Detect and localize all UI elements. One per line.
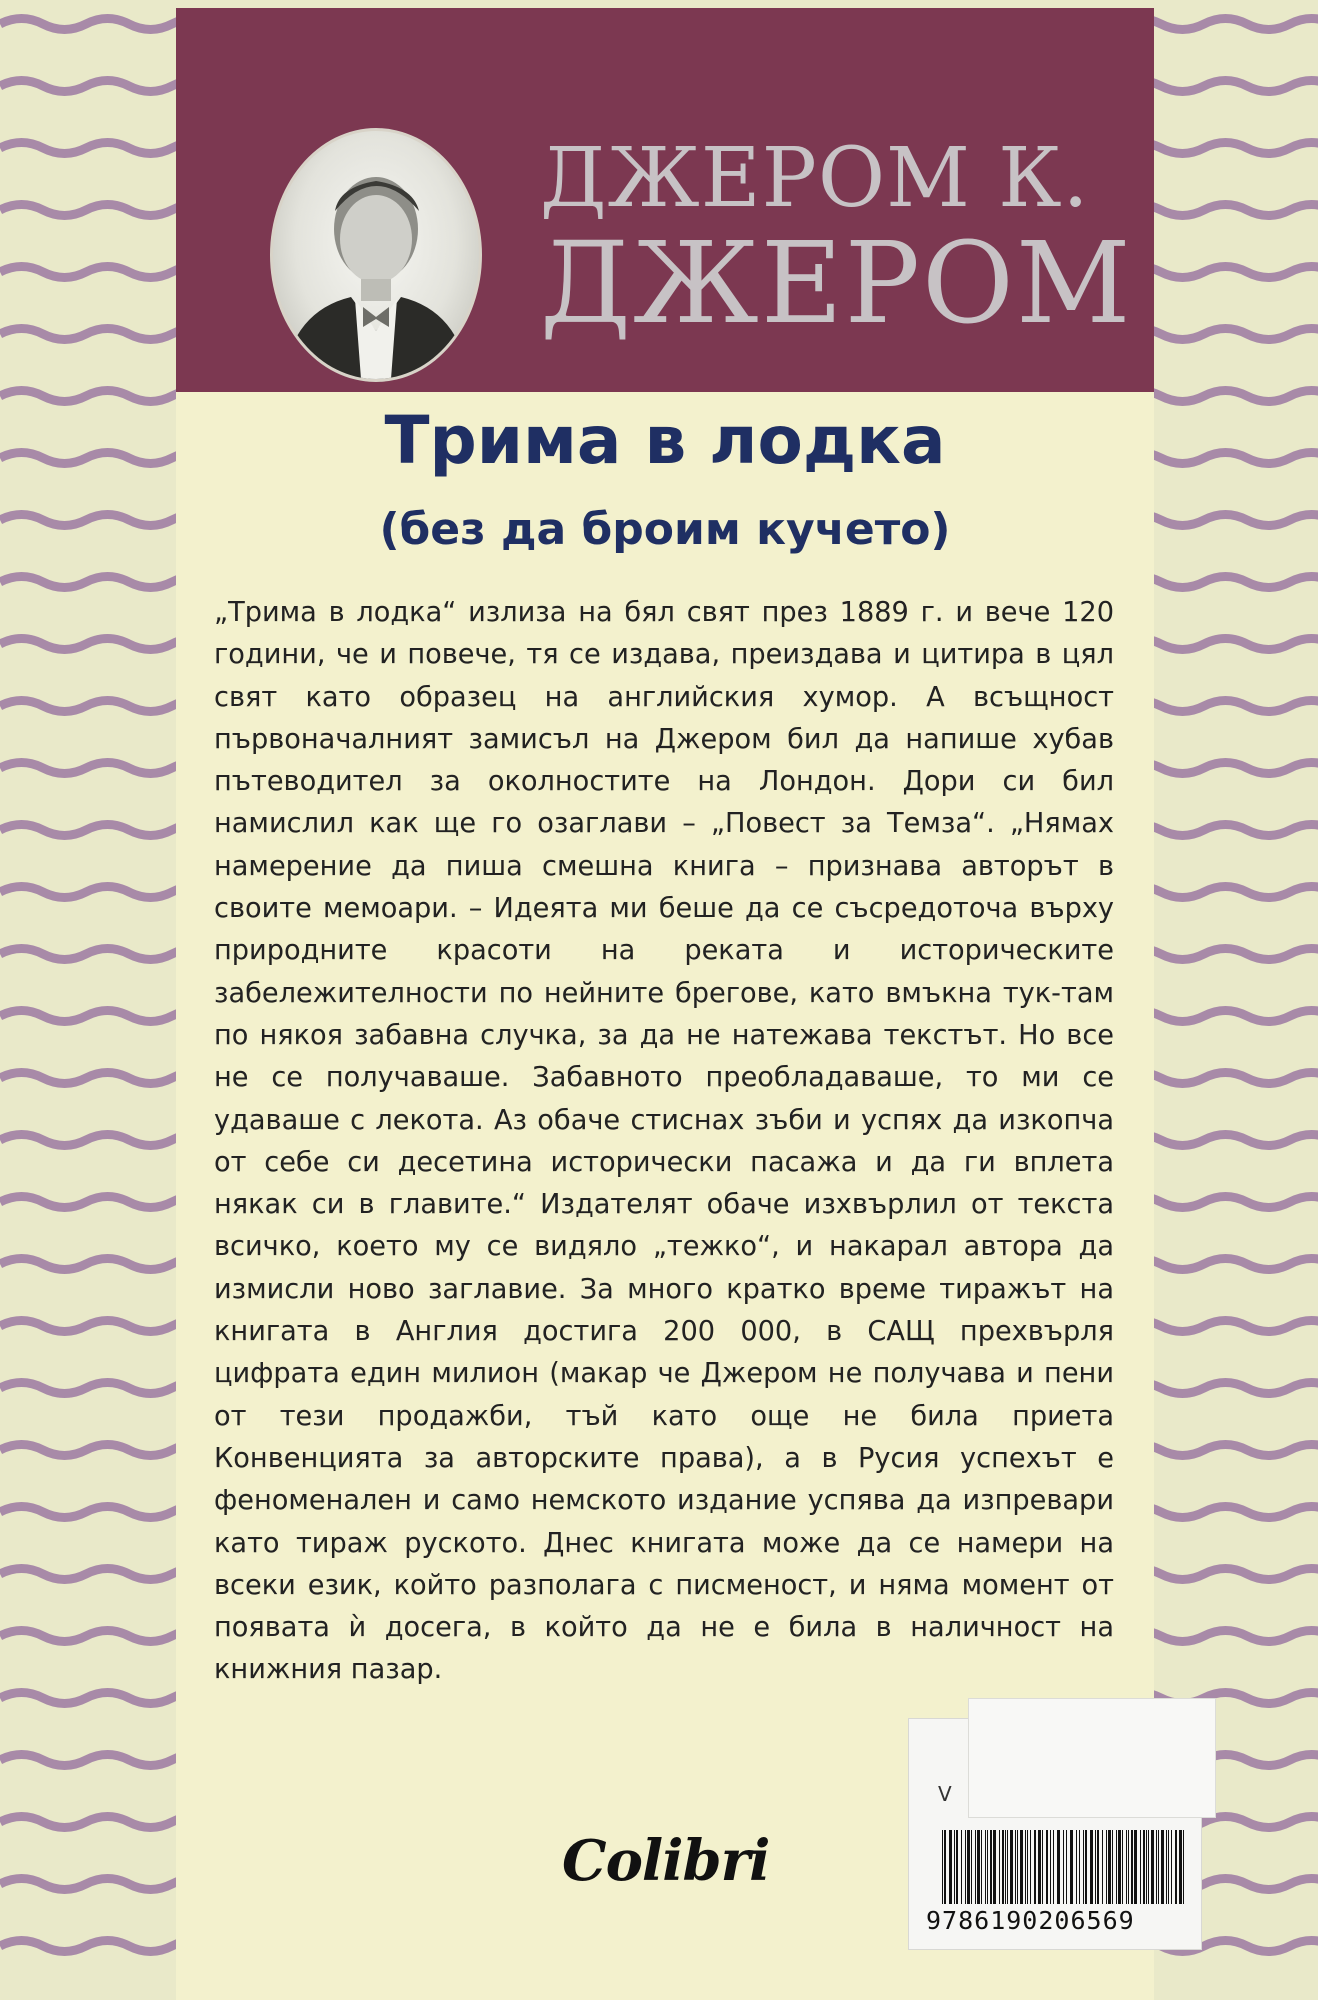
- barcode-bar: [1020, 1830, 1023, 1904]
- barcode-bar: [967, 1830, 970, 1904]
- barcode-bar: [1079, 1830, 1080, 1904]
- barcode-bar: [1140, 1830, 1141, 1904]
- barcode-bar: [1053, 1830, 1054, 1904]
- barcode-bar: [1131, 1830, 1133, 1904]
- barcode-bar: [1171, 1830, 1172, 1904]
- author-name-line-1: ДЖЕРОМ К.: [540, 131, 1090, 226]
- barcode-bar: [1090, 1830, 1093, 1904]
- barcode-bar: [1183, 1830, 1184, 1904]
- barcode-bar: [1010, 1830, 1013, 1904]
- book-subtitle: (без да броим кучето): [379, 504, 951, 555]
- barcode-bar: [1151, 1830, 1154, 1904]
- barcode-bar: [1102, 1830, 1103, 1904]
- barcode-bar: [1017, 1830, 1018, 1904]
- barcode-bar: [981, 1830, 982, 1904]
- barcode-bar: [1112, 1830, 1113, 1904]
- barcode-bar: [1083, 1830, 1084, 1904]
- barcode-bar: [1066, 1830, 1067, 1904]
- barcode-bar: [1030, 1830, 1031, 1904]
- barcode-bar: [1106, 1830, 1107, 1904]
- barcode-bar: [1146, 1830, 1147, 1904]
- barcode-bar: [1108, 1830, 1111, 1904]
- barcode-bar: [1076, 1830, 1077, 1904]
- barcode-bar: [942, 1830, 943, 1904]
- barcode-bar: [961, 1830, 962, 1904]
- barcode-bar: [1168, 1830, 1169, 1904]
- barcode-bar: [949, 1830, 952, 1904]
- barcode-bar: [1126, 1830, 1127, 1904]
- barcode-bar: [1118, 1830, 1121, 1904]
- barcode-bar: [999, 1830, 1000, 1904]
- barcode-bar: [1042, 1830, 1043, 1904]
- barcode-bar: [1097, 1830, 1099, 1904]
- barcode-bar: [975, 1830, 976, 1904]
- author-name: [540, 131, 1140, 349]
- barcode-bar: [1015, 1830, 1016, 1904]
- barcode-bar: [1005, 1830, 1006, 1904]
- barcode-bar: [1085, 1830, 1087, 1904]
- barcode-bar: [1050, 1830, 1051, 1904]
- barcode-bar: [1057, 1830, 1060, 1904]
- publisher-logo: Colibri: [562, 1828, 770, 1894]
- barcode: [940, 1830, 1186, 1904]
- barcode-bar: [944, 1830, 946, 1904]
- barcode-bar: [1161, 1830, 1164, 1904]
- blurb-text: „Трима в лодка“ излиза на бял свят през 1889 г. и вече 120 години, че и повече, тя се издава, преиздава и цитира в цял свят като образец на английския хумор. А всъщност първоначалният замисъл на Джером бил да напише хубав пътеводител за околностите на Лондон. Дори си бил намислил как ще го озаглави – „Повест за Темза“. „Нямах намерение да пиша смешна книга – признава авторът в своите мемоари. – Идеята ми беше да се съсредоточа върху природните красоти на реката и историческите забележителности по нейните брегове, като вмъкна тук-там по някоя забавна случка, за да не натежава текстът. Но все не се получаваше. Забавното преобладаваше, то ми се удаваше с лекота. Аз обаче стиснах зъби и успях да изкопча от себе си десетина исторически пасажа и да ги вплета някак си в главите.“ Издателят обаче изхвърлил от текста всичко, което му се видяло „тежко“, и накарал автора да измисли ново заглавие. За много кратко време тиражът на книгата в Англия достига 200 000, в САЩ прехвърля цифрата един милион (макар че Джером не получава и пени от тези продажби, тъй като още не била приета Конвенцията за авторските права), а в Русия успехът е феноменален и само немското издание успява да изпревари като тираж руското. Днес книгата може да се намери на всеки език, който разполага с писменост, и няма момент от появата ѝ досега, в който да не е била в наличност на книжния пазар.: [214, 597, 1114, 1686]
- barcode-bar: [990, 1830, 992, 1904]
- sticker-mark: V: [938, 1782, 952, 1806]
- barcode-bar: [985, 1830, 986, 1904]
- barcode-bar: [954, 1830, 955, 1904]
- barcode-bar: [1134, 1830, 1137, 1904]
- barcode-bar: [1179, 1830, 1182, 1904]
- barcode-bar: [956, 1830, 958, 1904]
- barcode-bar: [977, 1830, 980, 1904]
- barcode-bar: [1166, 1830, 1167, 1904]
- barcode-bar: [1175, 1830, 1177, 1904]
- author-name-line-2: ДЖЕРОМ: [540, 219, 1133, 349]
- barcode-bar: [1027, 1830, 1028, 1904]
- barcode-bar: [1070, 1830, 1073, 1904]
- barcode-bar: [1063, 1830, 1064, 1904]
- barcode-bar: [971, 1830, 972, 1904]
- barcode-bar: [1025, 1830, 1026, 1904]
- barcode-bar: [1143, 1830, 1145, 1904]
- portrait-icon: [273, 131, 479, 379]
- barcode-bar: [1116, 1830, 1117, 1904]
- barcode-bar: [1148, 1830, 1149, 1904]
- barcode-bar: [1158, 1830, 1159, 1904]
- barcode-bar: [1046, 1830, 1048, 1904]
- author-portrait: [270, 128, 482, 382]
- barcode-bar: [1156, 1830, 1157, 1904]
- barcode-bar: [1128, 1830, 1129, 1904]
- barcode-bar: [993, 1830, 996, 1904]
- barcode-bar: [1095, 1830, 1096, 1904]
- barcode-bar: [1034, 1830, 1036, 1904]
- barcode-bar: [1122, 1830, 1123, 1904]
- book-title: Трима в лодка: [384, 402, 946, 479]
- barcode-bar: [1007, 1830, 1008, 1904]
- barcode-sticker-overlay: [968, 1698, 1216, 1818]
- barcode-bar: [1002, 1830, 1004, 1904]
- isbn-number: 9786190206569: [926, 1906, 1135, 1935]
- barcode-bar: [965, 1830, 966, 1904]
- barcode-bar: [1038, 1830, 1041, 1904]
- barcode-bar: [987, 1830, 988, 1904]
